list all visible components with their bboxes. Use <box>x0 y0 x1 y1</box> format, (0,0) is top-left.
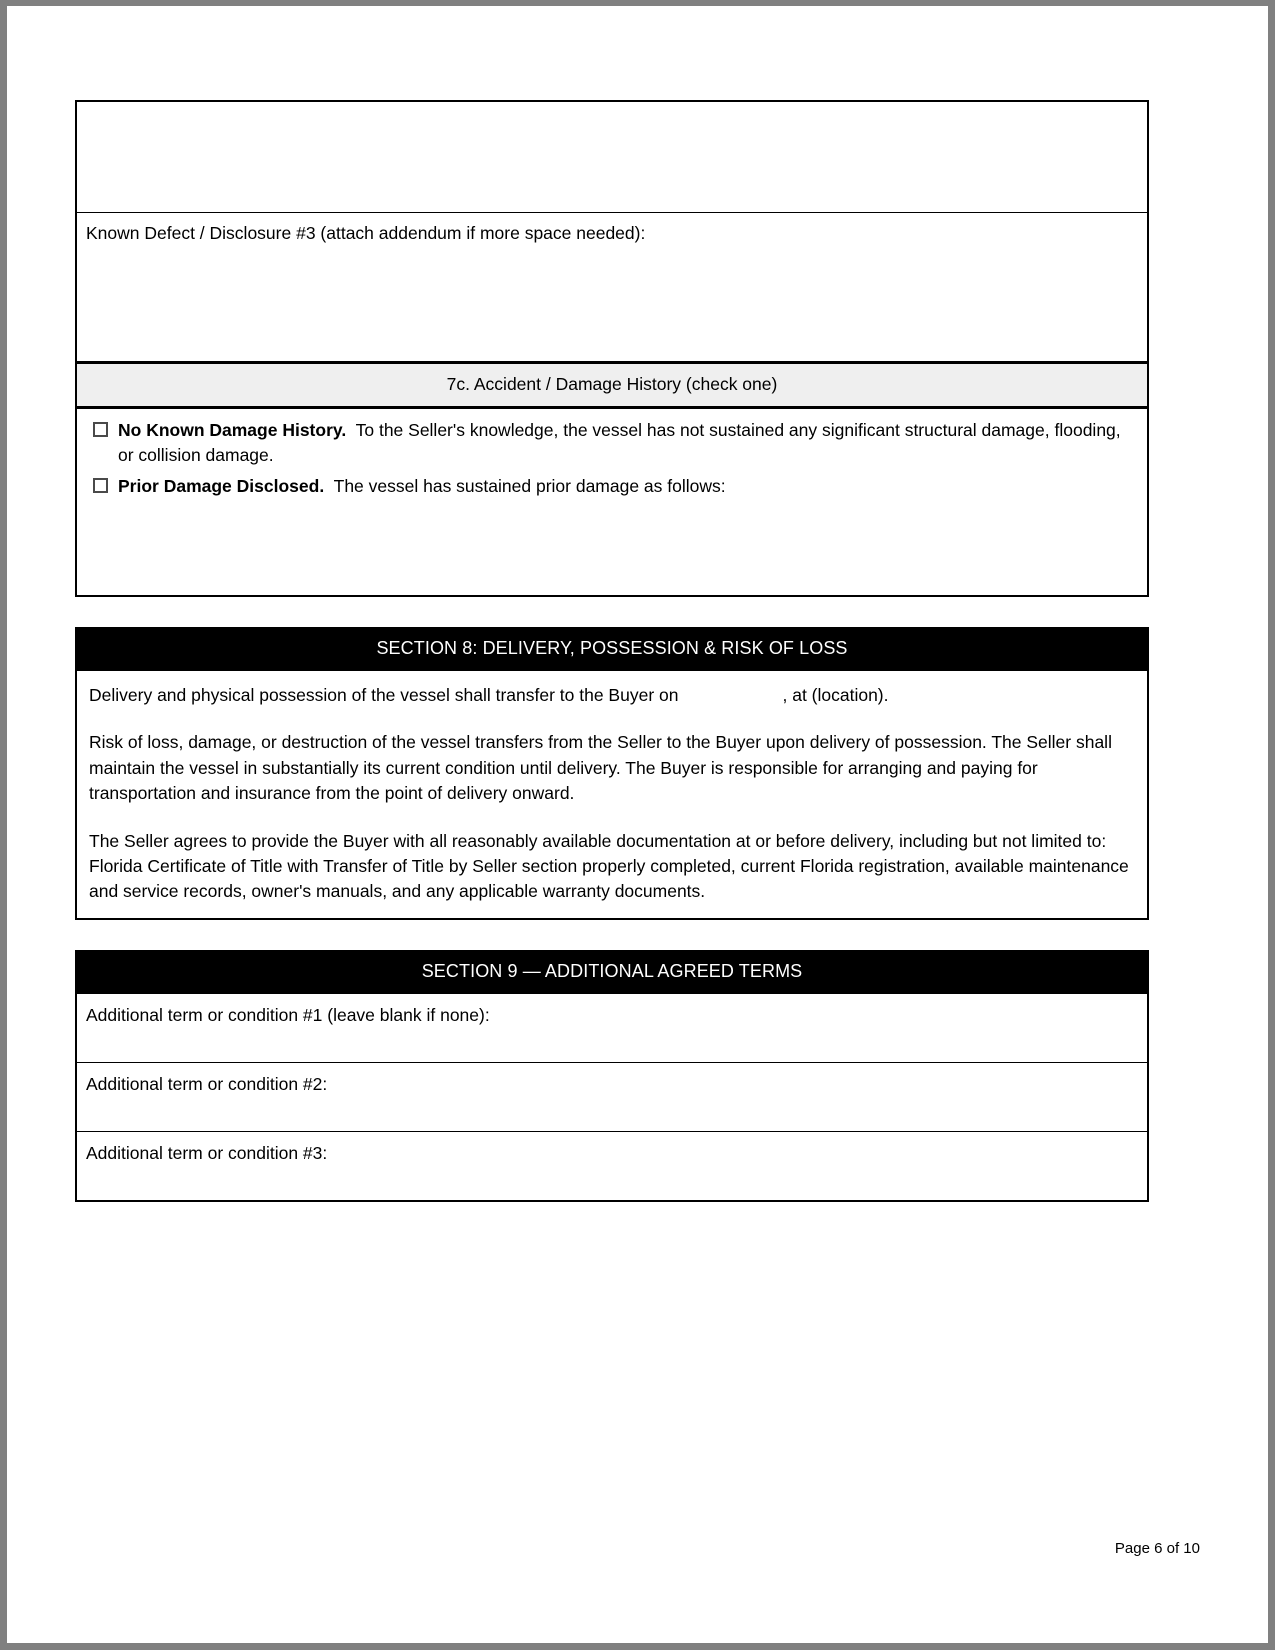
additional-term-2-label: Additional term or condition #2: <box>86 1073 328 1094</box>
additional-term-3-cell[interactable] <box>76 1131 1148 1201</box>
section-8-paragraph-1 <box>89 683 1133 708</box>
table-row <box>76 409 1148 597</box>
table-row <box>76 1131 1148 1201</box>
disclosure-continued-cell[interactable] <box>76 101 1148 213</box>
page-sheet <box>7 6 1268 1643</box>
additional-term-2-cell[interactable] <box>76 1062 1148 1131</box>
damage-option-prior-disclosed-desc: The vessel has sustained prior damage as follows: <box>333 475 726 496</box>
section-7c-heading-cell <box>76 362 1148 409</box>
section-7c-heading: 7c. Accident / Damage History (check one) <box>77 362 1147 408</box>
defect-3-label: Known Defect / Disclosure #3 (attach addendum if more space needed): <box>86 223 646 243</box>
section-8-p1-after: , at (location). <box>782 685 889 705</box>
additional-term-1 <box>77 994 1147 1062</box>
section-8-paragraph-2: Risk of loss, damage, or destruction of the vessel transfers from the Seller to the Buyer upon delivery of possession. The Seller shall maintain the vessel in substantially its current condition until delivery. The Buyer is responsible for arranging and paying for transportation and insurance from the point of delivery onward. <box>89 732 1112 804</box>
table-row <box>76 994 1148 1063</box>
defect-3-wrap <box>77 213 1147 361</box>
additional-term-3 <box>77 1132 1147 1200</box>
page-content <box>75 100 1149 1202</box>
additional-term-1-label: Additional term or condition #1 (leave blank if none): <box>86 1004 490 1025</box>
spacer <box>75 920 1149 950</box>
section-9 <box>75 950 1149 1202</box>
checkbox-icon[interactable] <box>93 478 108 493</box>
table-row <box>76 1062 1148 1131</box>
damage-option-prior-disclosed-text <box>118 474 726 499</box>
damage-option-no-known[interactable] <box>86 418 1137 469</box>
page-footer: Page 6 of 10 <box>1114 1540 1200 1557</box>
spacer <box>75 597 1149 627</box>
section-8-paragraph-3: The Seller agrees to provide the Buyer with all reasonably available documentation at or before delivery, including but not limited to: Florida Certificate of Title with Transfer of Title by Seller section properly completed, current Florida registration, available maintenance and service records, owner's manuals, and any applicable warranty documents. <box>89 830 1129 902</box>
additional-term-3-label: Additional term or condition #3: <box>86 1142 328 1163</box>
section-8-body <box>75 671 1149 920</box>
table-row <box>76 101 1148 213</box>
defect-3-cell[interactable] <box>76 213 1148 362</box>
table-row <box>76 362 1148 409</box>
additional-term-2 <box>77 1063 1147 1131</box>
damage-history-options <box>77 409 1147 595</box>
section-9-heading: SECTION 9 — ADDITIONAL AGREED TERMS <box>75 950 1149 994</box>
additional-term-1-cell[interactable] <box>76 994 1148 1063</box>
table-row <box>76 213 1148 362</box>
damage-option-no-known-text <box>118 418 1137 469</box>
section-8-p1-before: Delivery and physical possession of the vessel shall transfer to the Buyer on <box>89 685 679 705</box>
damage-option-no-known-label: No Known Damage History. <box>118 420 347 440</box>
damage-option-no-known-desc: To the Seller's knowledge, the vessel has not sustained any significant structural damage, flooding, or collision damage. <box>118 420 1121 466</box>
checkbox-icon[interactable] <box>93 422 108 437</box>
disclosures-table <box>75 100 1149 597</box>
additional-terms-table <box>75 994 1149 1202</box>
disclosure-continued-value[interactable] <box>77 102 1147 212</box>
section-8 <box>75 627 1149 920</box>
section-7c-options-cell <box>76 409 1148 597</box>
damage-option-prior-disclosed[interactable] <box>86 474 1137 499</box>
damage-option-prior-disclosed-label: Prior Damage Disclosed. <box>118 475 325 496</box>
section-8-heading: SECTION 8: DELIVERY, POSSESSION & RISK OF LOSS <box>75 627 1149 671</box>
